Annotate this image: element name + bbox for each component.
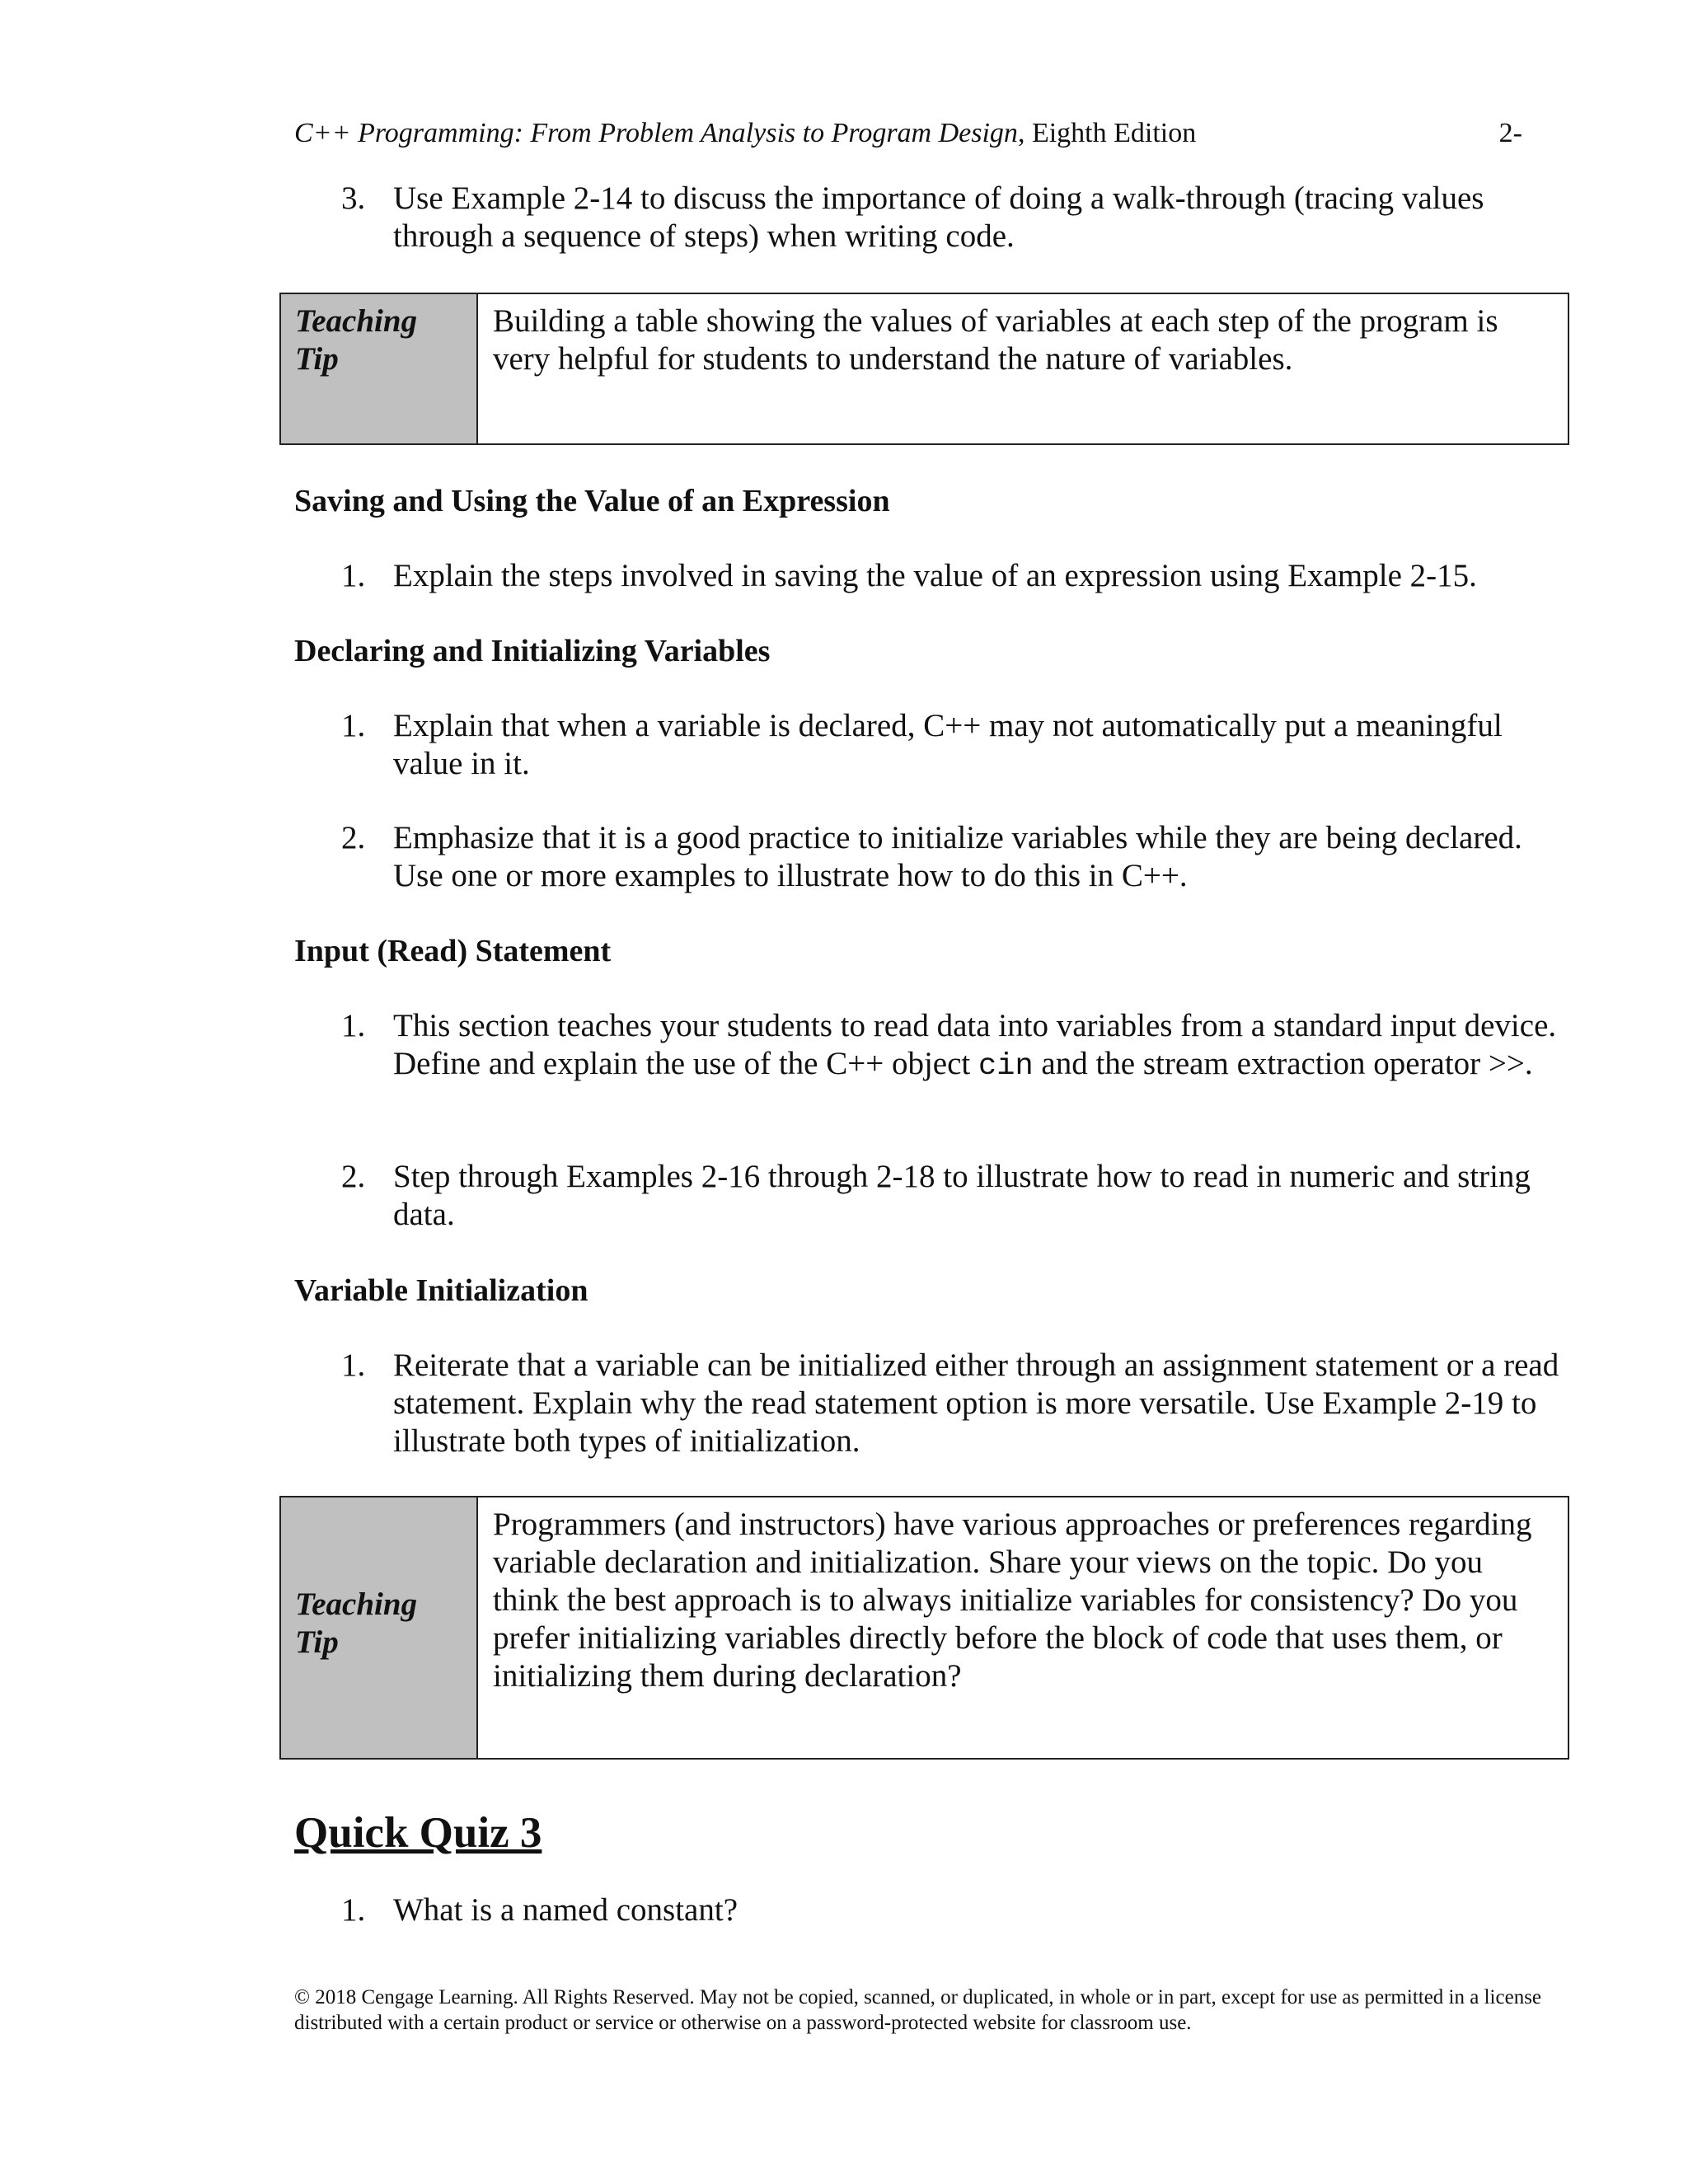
teaching-tip-label-line1: Teaching xyxy=(295,303,418,339)
edition-label: , Eighth Edition xyxy=(1017,118,1197,148)
list-item xyxy=(341,707,1561,783)
teaching-tip-label xyxy=(281,294,478,443)
teaching-tip-box xyxy=(279,1496,1569,1760)
list-item-text: Reiterate that a variable can be initialized either through an assignment statement or a read statement. Explain why the read statement option is more versatile. Use Example 2-19 to illustrate both types of initialization. xyxy=(393,1347,1559,1459)
list-item-number: 3. xyxy=(341,180,366,216)
teaching-tip-body: Building a table showing the values of variables at each step of the program is very helpful for students to understand the nature of variables. xyxy=(493,303,1498,377)
list-item-number: 1. xyxy=(341,1347,366,1383)
inline-code: cin xyxy=(978,1049,1034,1084)
section-heading: Variable Initialization xyxy=(294,1273,588,1308)
list-item-text: Use Example 2-14 to discuss the importance of doing a walk-through (tracing values through a sequence of steps) when writing code. xyxy=(393,180,1484,254)
list-item xyxy=(341,557,1561,595)
running-header xyxy=(294,117,1522,150)
text-after-code: and the stream extraction operator >>. xyxy=(1033,1046,1533,1081)
list-item xyxy=(341,1158,1561,1234)
teaching-tip-label-line2: Tip xyxy=(295,341,339,377)
page-number: 2- xyxy=(1498,118,1522,148)
section-heading: Saving and Using the Value of an Expression xyxy=(294,484,890,518)
list-item xyxy=(341,819,1561,895)
list-item-text: Explain the steps involved in saving the value of an expression using Example 2-15. xyxy=(393,558,1477,593)
section-heading: Declaring and Initializing Variables xyxy=(294,634,771,668)
list-item xyxy=(341,1347,1561,1460)
list-item-text: Step through Examples 2-16 through 2-18 to illustrate how to read in numeric and string data. xyxy=(393,1159,1531,1232)
copyright-footer: © 2018 Cengage Learning. All Rights Reserved. May not be copied, scanned, or duplicated, in whole or in part, except for use as permitted in a license distributed with a certain product or service or otherwise on a password-protected website for classroom use. xyxy=(294,1986,1542,2034)
teaching-tip-box xyxy=(279,293,1569,445)
section-heading: Input (Read) Statement xyxy=(294,934,612,968)
list-item-number: 2. xyxy=(341,1159,366,1194)
list-item-text: Explain that when a variable is declared, C++ may not automatically put a meaningful value in it. xyxy=(393,708,1503,781)
teaching-tip-body: Programmers (and instructors) have various approaches or preferences regarding variable declaration and initialization. Share your views on the topic. Do you think the best approach is to always initialize variables for consistency? Do you prefer initializing variables directly before the block of code that uses them, or initializing them during declaration? xyxy=(493,1507,1532,1694)
list-item-number: 1. xyxy=(341,1892,366,1928)
list-item-number: 2. xyxy=(341,820,366,855)
list-item xyxy=(341,180,1561,255)
list-item-number: 1. xyxy=(341,708,366,743)
list-item-number: 1. xyxy=(341,1008,366,1043)
teaching-tip-label-line1: Teaching xyxy=(295,1586,418,1622)
list-item xyxy=(341,1891,1561,1929)
list-item-text: What is a named constant? xyxy=(393,1892,738,1928)
text-before-code: This section teaches your students to read data into variables from a standard input device. Define and explain the use of the C++ object xyxy=(393,1008,1557,1081)
teaching-tip-label xyxy=(281,1497,478,1758)
list-item xyxy=(341,1007,1561,1085)
book-title: C++ Programming: From Problem Analysis to Program Design xyxy=(294,118,1018,148)
list-item-number: 1. xyxy=(341,558,366,593)
list-item-text xyxy=(393,1007,1561,1085)
list-item-text: Emphasize that it is a good practice to initialize variables while they are being declared. Use one or more examples to illustrate how to do this in C++. xyxy=(393,820,1522,893)
quick-quiz-title: Quick Quiz 3 xyxy=(294,1809,542,1857)
teaching-tip-label-line2: Tip xyxy=(295,1624,339,1660)
